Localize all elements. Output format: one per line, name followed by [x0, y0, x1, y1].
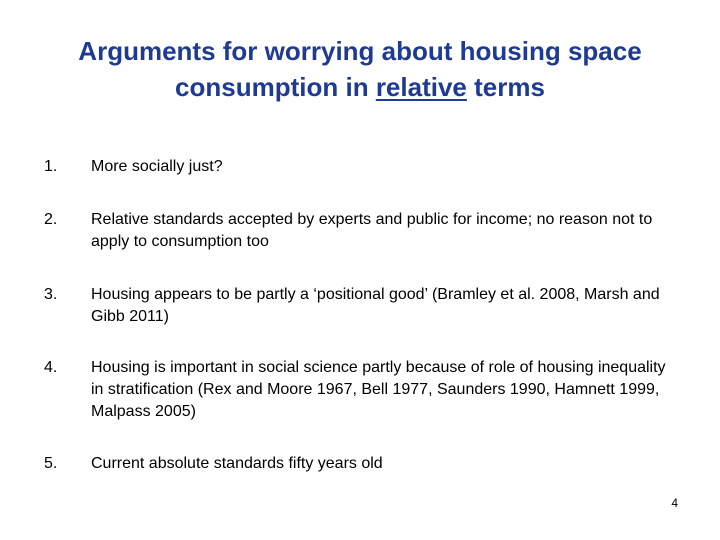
slide-title-line-2-start: consumption in — [175, 72, 376, 102]
item-number: 5. — [44, 455, 58, 472]
item-number: 2. — [44, 211, 58, 228]
slide-title-line-2-end: terms — [466, 72, 545, 102]
slide-title-emphasis: relative — [375, 72, 467, 102]
item-text: Housing is important in social science partly because of role of housing inequality in stratification (Rex and Moore 1967, Bell 1977, Saunders 1990, Hamnett 1999, Malpass 2005) — [91, 359, 666, 420]
item-text: More socially just? — [91, 158, 223, 175]
item-text: Housing appears to be partly a ‘positional good’ (Bramley et al. 2008, Marsh and Gibb 2011) — [91, 286, 660, 325]
item-text: Relative standards accepted by experts and public for income; no reason not to apply to consumption too — [91, 211, 653, 250]
item-number: 1. — [44, 158, 58, 175]
item-text: Current absolute standards fifty years old — [91, 455, 383, 472]
page-number: 4 — [671, 496, 678, 510]
item-number: 4. — [44, 359, 58, 376]
slide-title-line-1: Arguments for worrying about housing space — [78, 36, 642, 66]
item-number: 3. — [44, 286, 58, 303]
